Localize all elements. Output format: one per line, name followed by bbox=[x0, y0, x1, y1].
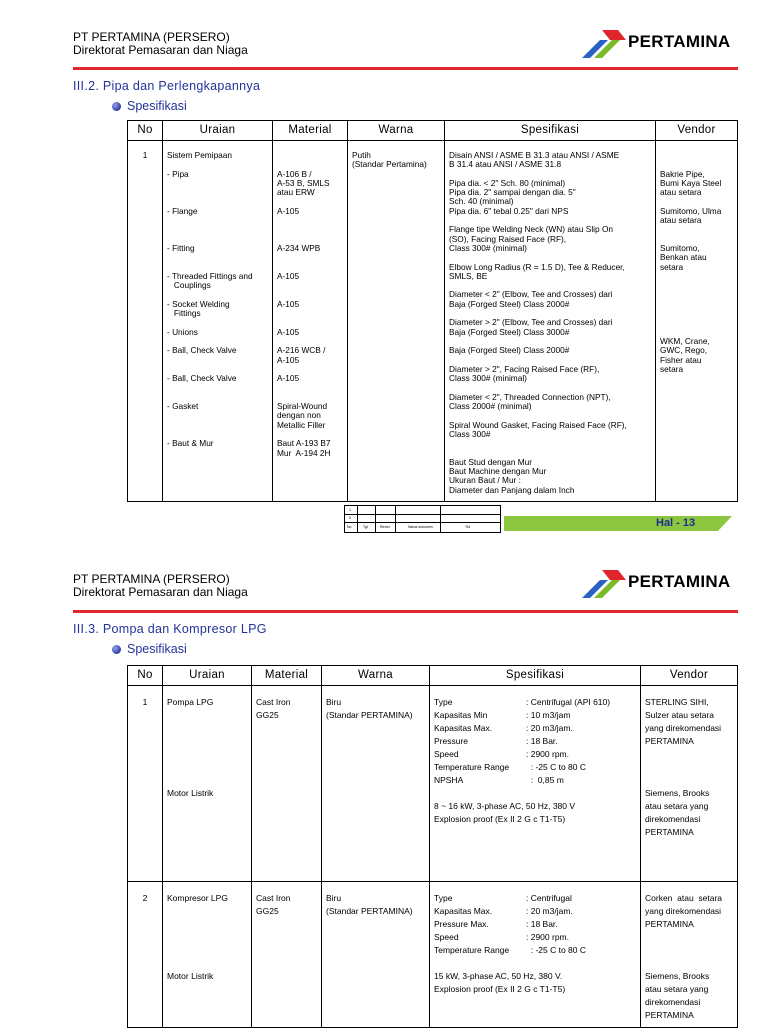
col-uraian: Uraian bbox=[163, 666, 252, 686]
page-number-bar bbox=[504, 516, 732, 531]
table-header-row bbox=[128, 121, 738, 141]
spec-value: : 0,85 m bbox=[526, 775, 564, 785]
section-title-2: III.3. Pompa dan Kompresor LPG bbox=[73, 622, 267, 636]
cell-spesifikasi: Disain ANSI / ASME B 31.3 atau ANSI / ASME B 31.4 atau ANSI / ASME 31.8 Pipa dia. < 2" Sch. 80 (minimal) Pipa dia. 2" sampai dengan dia. 5" Sch. 40 (minimal) Pipa dia. 6" tebal 0.25" dari NPS Flange tipe Welding Neck (WN) atau Slip On (SO), Facing Raised Face (RF), Class 300# (minimal) Elbow Long Radius (R = 1.5 D), Tee & Reducer, SMLS, BE Diameter < 2" (Elbow, Tee and Crosses) dari Baja (Forged Steel) Class 2000# Diameter > 2" (Elbow, Tee and Crosses) dari Baja (Forged Steel) Class 3000# Baja (Forged Steel) Class 2000# Diameter > 2", Facing Raised Face (RF), Class 300# (minimal) Diameter < 2", Threaded Connection (NPT), Class 2000# (minimal) Spiral Wound Gasket, Facing Raised Face (RF), Class 300# Baut Stud dengan Mur Baut Machine dengan Mur Ukuran Baut / Mur : Diameter dan Panjang dalam Inch bbox=[445, 141, 656, 502]
table-row bbox=[128, 882, 738, 1028]
spec-value: : 2900 rpm. bbox=[526, 932, 569, 942]
spec-key: NPSHA bbox=[434, 775, 464, 785]
spec-key: Speed bbox=[434, 749, 459, 759]
col-material: Material bbox=[273, 121, 348, 141]
spec-motor: 15 kW, 3-phase AC, 50 Hz, 380 V. Explosion proof (Ex II 2 G c T1-T5) bbox=[434, 971, 566, 994]
rev-col-ttd: Ttd bbox=[465, 525, 471, 529]
table-row bbox=[128, 686, 738, 882]
page-bar-shape bbox=[504, 516, 732, 531]
spec-value: : 2900 rpm. bbox=[526, 749, 569, 759]
bullet-icon bbox=[112, 645, 121, 654]
cell-uraian: Kompresor LPG Motor Listrik bbox=[163, 882, 252, 1028]
col-spesifikasi: Spesifikasi bbox=[430, 666, 641, 686]
col-uraian: Uraian bbox=[163, 121, 273, 141]
spec-key: Temperature Range bbox=[434, 762, 510, 772]
table-header-row bbox=[128, 666, 738, 686]
subsection-label-2: Spesifikasi bbox=[127, 642, 187, 656]
pertamina-logo-icon bbox=[578, 568, 628, 604]
col-material: Material bbox=[252, 666, 322, 686]
cell-vendor: Corken atau setara yang direkomendasi PERTAMINA Siemens, Brooks atau setara yang direkomendasi PERTAMINA bbox=[641, 882, 738, 1028]
spec-list bbox=[434, 696, 636, 787]
division-name-2: Direktorat Pemasaran dan Niaga bbox=[73, 585, 248, 599]
cell-uraian: Sistem Pemipaan - Pipa - Flange - Fitting - Threaded Fittings and Couplings - Socket Welding Fittings - Unions - Ball, Check Valve - Ball, Check Valve - Gasket - Baut & Mur bbox=[163, 141, 273, 502]
cell-vendor: Bakrie Pipe, Bumi Kaya Steel atau setara Sumitomo, Ulma atau setara Sumitomo, Benkan atau setara WKM, Crane, GWC, Rego, Fisher atau setara bbox=[656, 141, 738, 502]
subsection-title-2 bbox=[112, 642, 187, 656]
spec-key: Type bbox=[434, 697, 453, 707]
col-no: No bbox=[128, 121, 163, 141]
cell-material: A-106 B / A-53 B, SMLS atau ERW A-105 A-234 WPB A-105 A-105 A-105 A-216 WCB / A-105 A-105 Spiral-Wound dengan non Metallic Filler Baut A-193 B7 Mur A-194 2H bbox=[273, 141, 348, 502]
table-row bbox=[128, 141, 738, 502]
company-name: PT PERTAMINA (PERSERO) bbox=[73, 30, 230, 44]
col-vendor: Vendor bbox=[656, 121, 738, 141]
pertamina-logo-icon bbox=[578, 28, 628, 64]
cell-no: 2 bbox=[128, 882, 163, 1028]
pipe-spec-table bbox=[127, 120, 738, 502]
rev-row-1: 1 bbox=[349, 508, 351, 512]
spec-value: : Centrifugal bbox=[526, 893, 572, 903]
col-spesifikasi: Spesifikasi bbox=[445, 121, 656, 141]
header-divider bbox=[73, 67, 738, 70]
spec-key: Temperature Range bbox=[434, 945, 510, 955]
cell-warna: Putih (Standar Pertamina) bbox=[348, 141, 445, 502]
rev-col-nama: Nama dokumen bbox=[408, 525, 433, 529]
cell-no: 1 bbox=[128, 686, 163, 882]
spec-value: : 20 m3/jam. bbox=[526, 906, 573, 916]
cell-material: Cast Iron GG25 bbox=[252, 882, 322, 1028]
pertamina-logo-2 bbox=[578, 568, 738, 604]
spec-value: : 20 m3/jam. bbox=[526, 723, 573, 733]
bullet-icon bbox=[112, 102, 121, 111]
spec-key: Pressure Max. bbox=[434, 919, 489, 929]
logo-text: PERTAMINA bbox=[628, 32, 731, 51]
spec-key: Kapasitas Min bbox=[434, 710, 488, 720]
rev-row-2: 0 bbox=[349, 516, 351, 520]
spec-value: : 18 Bar. bbox=[526, 736, 558, 746]
cell-vendor: STERLING SIHI, Sulzer atau setara yang direkomendasi PERTAMINA Siemens, Brooks atau setara yang direkomendasi PERTAMINA bbox=[641, 686, 738, 882]
company-name-2: PT PERTAMINA (PERSERO) bbox=[73, 572, 230, 586]
pump-spec-table bbox=[127, 665, 738, 1028]
spec-list bbox=[434, 892, 636, 957]
col-no: No bbox=[128, 666, 163, 686]
cell-warna: Biru (Standar PERTAMINA) bbox=[322, 882, 430, 1028]
spec-key: Speed bbox=[434, 932, 459, 942]
rev-col-no: No bbox=[347, 525, 352, 529]
page-number: Hal - 13 bbox=[656, 517, 696, 529]
logo-text-2: PERTAMINA bbox=[628, 572, 731, 591]
spec-value: : 18 Bar. bbox=[526, 919, 558, 929]
spec-key: Pressure bbox=[434, 736, 469, 746]
col-warna: Warna bbox=[322, 666, 430, 686]
spec-key: Kapasitas Max. bbox=[434, 906, 493, 916]
division-name: Direktorat Pemasaran dan Niaga bbox=[73, 43, 248, 57]
spec-value: : -25 C to 80 C bbox=[526, 945, 586, 955]
cell-uraian: Pompa LPG Motor Listrik bbox=[163, 686, 252, 882]
cell-material: Cast Iron GG25 bbox=[252, 686, 322, 882]
col-vendor: Vendor bbox=[641, 666, 738, 686]
spec-value: : -25 C to 80 C bbox=[526, 762, 586, 772]
col-warna: Warna bbox=[348, 121, 445, 141]
spec-motor: 8 ~ 16 kW, 3-phase AC, 50 Hz, 380 V Explosion proof (Ex II 2 G c T1-T5) bbox=[434, 801, 576, 824]
spec-key: Kapasitas Max. bbox=[434, 723, 493, 733]
revision-table bbox=[344, 505, 501, 533]
pertamina-logo bbox=[578, 28, 738, 64]
cell-warna: Biru (Standar PERTAMINA) bbox=[322, 686, 430, 882]
cell-spesifikasi bbox=[430, 882, 641, 1028]
spec-key: Type bbox=[434, 893, 453, 903]
spec-value: : 10 m3/jam bbox=[526, 710, 571, 720]
subsection-label: Spesifikasi bbox=[127, 99, 187, 113]
rev-col-revisi: Revisi bbox=[380, 525, 390, 529]
subsection-title bbox=[112, 99, 187, 113]
cell-spesifikasi bbox=[430, 686, 641, 882]
rev-col-tgl: Tgl bbox=[363, 525, 368, 529]
section-title: III.2. Pipa dan Perlengkapannya bbox=[73, 79, 261, 93]
cell-no: 1 bbox=[128, 141, 163, 502]
header-divider-2 bbox=[73, 610, 738, 613]
spec-value: : Centrifugal (API 610) bbox=[526, 697, 611, 707]
